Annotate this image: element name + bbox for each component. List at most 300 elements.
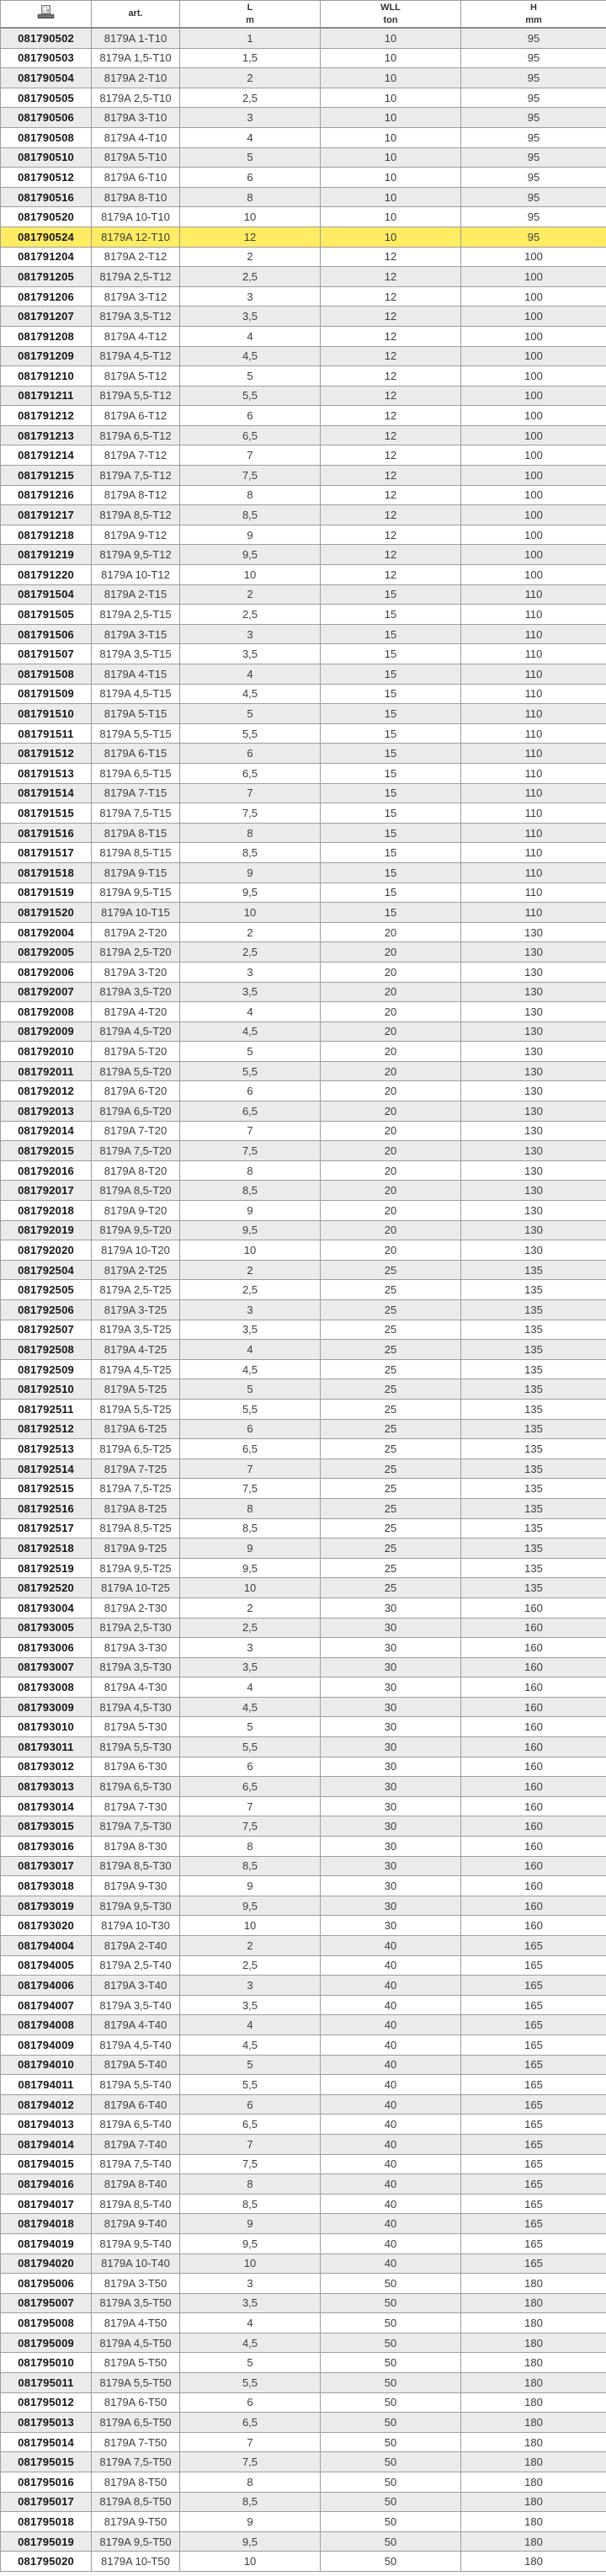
height-cell: 100 [461,386,606,406]
length-cell: 2 [180,1597,321,1618]
table-row[interactable] [1,1201,606,1221]
table-row[interactable] [1,2134,606,2154]
code-cell: 081792510 [1,1379,92,1400]
art-cell: 8179A 7,5-T20 [92,1141,180,1161]
wll-cell: 25 [321,1340,461,1360]
length-cell: 3 [180,1638,321,1658]
wll-cell: 30 [321,1717,461,1737]
wll-cell: 25 [321,1459,461,1479]
table-row[interactable] [1,1220,606,1240]
table-row[interactable] [1,2154,606,2174]
table-row[interactable] [1,1260,606,1280]
wll-cell: 50 [321,2353,461,2373]
table-row[interactable] [1,1837,606,1857]
table-row[interactable] [1,2472,606,2493]
table-row[interactable] [1,1141,606,1161]
table-row[interactable] [1,2075,606,2095]
art-cell: 8179A 4-T50 [92,2313,180,2333]
table-row[interactable] [1,1896,606,1916]
wll-cell: 20 [321,1081,461,1101]
art-cell: 8179A 6,5-T15 [92,763,180,783]
length-cell: 3 [180,2274,321,2294]
table-row[interactable] [1,1976,606,1996]
length-cell: 3,5 [180,2293,321,2313]
height-cell: 180 [461,2432,606,2452]
code-cell: 081794017 [1,2194,92,2214]
table-row[interactable] [1,1955,606,1976]
length-cell: 7,5 [180,1141,321,1161]
art-cell: 8179A 3,5-T25 [92,1320,180,1340]
wll-cell: 15 [321,605,461,625]
height-cell: 180 [461,2353,606,2373]
table-row[interactable] [1,28,606,48]
table-row[interactable] [1,2174,606,2195]
table-row[interactable] [1,2452,606,2472]
table-row[interactable] [1,1439,606,1459]
table-row[interactable] [1,545,606,565]
wll-cell: 10 [321,207,461,227]
code-cell: 081790505 [1,88,92,108]
art-cell: 8179A 10-T15 [92,903,180,923]
table-row[interactable] [1,605,606,625]
code-cell: 081792012 [1,1081,92,1101]
table-row[interactable] [1,88,606,108]
code-cell: 081792511 [1,1399,92,1419]
art-cell: 8179A 3-T40 [92,1976,180,1996]
table-row[interactable] [1,843,606,863]
code-cell: 081794006 [1,1976,92,1996]
length-cell: 6 [180,406,321,426]
table-row[interactable] [1,1816,606,1837]
wll-cell: 15 [321,823,461,843]
table-row[interactable] [1,1717,606,1737]
table-row[interactable] [1,1777,606,1797]
art-cell: 8179A 2,5-T25 [92,1280,180,1300]
table-row[interactable] [1,1995,606,2015]
art-cell: 8179A 9,5-T40 [92,2233,180,2253]
table-row[interactable] [1,2055,606,2075]
table-row[interactable] [1,1359,606,1379]
table-row[interactable] [1,1796,606,1816]
length-cell: 7,5 [180,803,321,824]
table-row[interactable] [1,267,606,287]
table-row[interactable] [1,1160,606,1181]
art-cell: 8179A 9-T15 [92,862,180,883]
table-row[interactable] [1,744,606,764]
code-cell: 081791514 [1,783,92,803]
table-row[interactable] [1,1379,606,1400]
wll-cell: 25 [321,1479,461,1499]
wll-cell: 25 [321,1320,461,1340]
art-cell: 8179A 9,5-T25 [92,1558,180,1578]
table-row[interactable] [1,763,606,783]
wll-cell: 30 [321,1657,461,1677]
code-cell: 081795020 [1,2552,92,2572]
table-row[interactable] [1,1558,606,1578]
table-row[interactable] [1,286,606,307]
table-row[interactable] [1,644,606,664]
table-row[interactable] [1,2214,606,2234]
height-cell: 100 [461,267,606,287]
table-row[interactable] [1,505,606,525]
table-row[interactable] [1,485,606,505]
table-row[interactable] [1,207,606,227]
wll-cell: 12 [321,326,461,346]
art-cell: 8179A 3,5-T30 [92,1657,180,1677]
art-cell: 8179A 3,5-T12 [92,307,180,327]
length-cell: 6,5 [180,425,321,445]
table-row[interactable] [1,2015,606,2035]
art-cell: 8179A 7-T50 [92,2432,180,2452]
wll-cell: 40 [321,2253,461,2274]
table-row[interactable] [1,525,606,545]
code-cell: 081791210 [1,366,92,387]
code-cell: 081791513 [1,763,92,783]
code-cell: 081792006 [1,962,92,982]
art-cell: 8179A 3,5-T20 [92,982,180,1002]
table-row[interactable] [1,2353,606,2373]
height-cell: 100 [461,485,606,505]
height-cell: 135 [461,1439,606,1459]
table-row[interactable] [1,723,606,744]
table-row[interactable] [1,48,606,68]
length-cell: 9,5 [180,2531,321,2552]
height-cell: 135 [461,1359,606,1379]
table-row[interactable] [1,1021,606,1042]
wll-cell: 30 [321,1916,461,1936]
art-cell: 8179A 8,5-T12 [92,505,180,525]
table-row[interactable] [1,168,606,188]
art-cell: 8179A 4,5-T15 [92,684,180,704]
table-row[interactable] [1,1618,606,1638]
code-cell: 081791512 [1,744,92,764]
table-row[interactable] [1,1597,606,1618]
table-row[interactable] [1,1479,606,1499]
table-row[interactable] [1,1121,606,1141]
height-cell: 135 [461,1518,606,1539]
height-cell: 110 [461,644,606,664]
code-cell: 081794013 [1,2115,92,2135]
art-cell: 8179A 3-T10 [92,108,180,128]
height-cell: 95 [461,108,606,128]
table-row[interactable] [1,624,606,644]
code-cell: 081794010 [1,2055,92,2075]
height-cell: 100 [461,286,606,307]
table-row[interactable] [1,664,606,685]
table-row[interactable] [1,1002,606,1022]
computer-icon [37,5,55,19]
height-cell: 130 [461,1181,606,1201]
table-row[interactable] [1,386,606,406]
wll-cell: 30 [321,1876,461,1896]
art-cell: 8179A 7-T20 [92,1121,180,1141]
wll-cell: 10 [321,88,461,108]
height-cell: 135 [461,1539,606,1559]
table-row[interactable] [1,962,606,982]
table-row[interactable] [1,1419,606,1439]
wll-cell: 25 [321,1260,461,1280]
art-cell: 8179A 6,5-T40 [92,2115,180,2135]
table-row[interactable] [1,1320,606,1340]
table-row[interactable] [1,584,606,605]
length-cell: 10 [180,903,321,923]
table-row[interactable] [1,1181,606,1201]
code-cell: 081795015 [1,2452,92,2472]
table-row[interactable] [1,1539,606,1559]
code-cell: 081791208 [1,326,92,346]
height-cell: 100 [461,545,606,565]
table-row[interactable] [1,2373,606,2393]
table-row[interactable] [1,2293,606,2313]
wll-cell: 25 [321,1539,461,1559]
art-cell: 8179A 8,5-T15 [92,843,180,863]
height-cell: 165 [461,2075,606,2095]
art-cell: 8179A 4,5-T40 [92,2035,180,2055]
table-row[interactable] [1,425,606,445]
table-row[interactable] [1,883,606,903]
table-row[interactable] [1,2392,606,2413]
art-cell: 8179A 9,5-T50 [92,2531,180,2552]
length-cell: 8,5 [180,1181,321,1201]
table-row[interactable] [1,2512,606,2532]
art-cell: 8179A 5-T50 [92,2353,180,2373]
length-cell: 2,5 [180,942,321,963]
art-cell: 8179A 9,5-T20 [92,1220,180,1240]
table-row[interactable] [1,1101,606,1122]
code-cell: 081791211 [1,386,92,406]
art-cell: 8179A 4,5-T12 [92,346,180,366]
height-cell: 165 [461,1955,606,1976]
height-cell: 110 [461,883,606,903]
table-row[interactable] [1,406,606,426]
table-row[interactable] [1,2413,606,2433]
length-cell: 6 [180,1757,321,1777]
wll-cell: 50 [321,2333,461,2353]
length-cell: 7 [180,1796,321,1816]
table-row[interactable] [1,2035,606,2055]
table-row[interactable] [1,903,606,923]
table-row[interactable] [1,942,606,963]
wll-cell: 30 [321,1737,461,1757]
table-row[interactable] [1,684,606,704]
table-row[interactable] [1,2531,606,2552]
length-cell: 5,5 [180,1737,321,1757]
art-cell: 8179A 12-T10 [92,227,180,247]
table-row[interactable] [1,1498,606,1518]
length-cell: 2,5 [180,88,321,108]
code-cell: 081795014 [1,2432,92,2452]
height-cell: 160 [461,1896,606,1916]
table-row[interactable] [1,1280,606,1300]
art-cell: 8179A 8-T12 [92,485,180,505]
length-cell: 8 [180,1837,321,1857]
table-row[interactable] [1,2233,606,2253]
table-row[interactable] [1,704,606,724]
table-row[interactable] [1,127,606,147]
table-row[interactable] [1,1300,606,1320]
length-cell: 5 [180,147,321,168]
table-row[interactable] [1,823,606,843]
table-row[interactable] [1,1578,606,1598]
table-row[interactable] [1,1459,606,1479]
code-cell: 081791509 [1,684,92,704]
table-row[interactable] [1,366,606,387]
wll-cell: 25 [321,1578,461,1598]
art-cell: 8179A 5-T30 [92,1717,180,1737]
length-cell: 9,5 [180,545,321,565]
code-cell: 081790503 [1,48,92,68]
code-cell: 081792017 [1,1181,92,1201]
table-row[interactable] [1,1042,606,1062]
table-row[interactable] [1,1697,606,1717]
height-cell: 160 [461,1677,606,1698]
height-cell: 160 [461,1837,606,1857]
table-row[interactable] [1,187,606,207]
code-cell: 081795016 [1,2472,92,2493]
table-row[interactable] [1,1061,606,1081]
art-cell: 8179A 7-T25 [92,1459,180,1479]
table-row[interactable] [1,1757,606,1777]
table-row[interactable] [1,68,606,88]
wll-cell: 30 [321,1638,461,1658]
length-cell: 4,5 [180,1021,321,1042]
wll-cell: 10 [321,48,461,68]
code-cell: 081793011 [1,1737,92,1757]
code-column-header [1,1,92,29]
art-cell: 8179A 8-T10 [92,187,180,207]
height-cell: 160 [461,1618,606,1638]
height-cell: 110 [461,903,606,923]
art-cell: 8179A 2,5-T12 [92,267,180,287]
code-cell: 081792013 [1,1101,92,1122]
code-cell: 081792512 [1,1419,92,1439]
table-row[interactable] [1,108,606,128]
wll-cell: 12 [321,307,461,327]
wll-cell: 20 [321,942,461,963]
table-row[interactable] [1,922,606,942]
code-cell: 081792020 [1,1240,92,1261]
table-row[interactable] [1,1856,606,1876]
table-row[interactable] [1,2552,606,2572]
table-row[interactable] [1,466,606,486]
table-row[interactable] [1,565,606,585]
wll-cell: 25 [321,1399,461,1419]
height-cell: 180 [461,2552,606,2572]
table-row[interactable] [1,1876,606,1896]
table-row[interactable] [1,2432,606,2452]
art-cell: 8179A 10-T12 [92,565,180,585]
code-cell: 081792507 [1,1320,92,1340]
table-row[interactable] [1,346,606,366]
table-row[interactable] [1,1737,606,1757]
code-cell: 081795006 [1,2274,92,2294]
table-row[interactable] [1,2115,606,2135]
table-row[interactable] [1,2333,606,2353]
wll-cell: 20 [321,1240,461,1261]
art-cell: 8179A 5,5-T12 [92,386,180,406]
table-row[interactable] [1,1399,606,1419]
code-cell: 081793006 [1,1638,92,1658]
art-cell: 8179A 5,5-T50 [92,2373,180,2393]
code-cell: 081793007 [1,1657,92,1677]
code-cell: 081792520 [1,1578,92,1598]
height-cell: 180 [461,2472,606,2493]
code-cell: 081792014 [1,1121,92,1141]
table-row[interactable] [1,1081,606,1101]
art-cell: 8179A 4-T20 [92,1002,180,1022]
wll-cell: 40 [321,2174,461,2195]
table-row[interactable] [1,783,606,803]
art-cell: 8179A 4,5-T50 [92,2333,180,2353]
table-row[interactable] [1,1340,606,1360]
art-cell: 8179A 8,5-T30 [92,1856,180,1876]
art-cell: 8179A 10-T20 [92,1240,180,1261]
length-cell: 1 [180,28,321,48]
height-cell: 130 [461,982,606,1002]
length-cell: 5,5 [180,386,321,406]
code-cell: 081790504 [1,68,92,88]
code-cell: 081791516 [1,823,92,843]
art-cell: 8179A 7-T40 [92,2134,180,2154]
table-row[interactable] [1,1638,606,1658]
table-row[interactable] [1,1518,606,1539]
code-cell: 081794018 [1,2214,92,2234]
table-row[interactable] [1,1240,606,1261]
table-row[interactable] [1,982,606,1002]
art-cell: 8179A 8,5-T50 [92,2492,180,2512]
table-row[interactable] [1,2313,606,2333]
table-row[interactable] [1,2492,606,2512]
art-cell: 8179A 7,5-T25 [92,1479,180,1499]
code-cell: 081794020 [1,2253,92,2274]
art-cell: 8179A 7,5-T15 [92,803,180,824]
code-cell: 081793017 [1,1856,92,1876]
art-cell: 8179A 3-T20 [92,962,180,982]
table-row[interactable] [1,862,606,883]
wll-cell: 12 [321,525,461,545]
table-row[interactable] [1,147,606,168]
table-row[interactable] [1,1677,606,1698]
wll-cell: 30 [321,1896,461,1916]
table-row[interactable] [1,307,606,327]
length-cell: 4 [180,127,321,147]
table-row[interactable] [1,2274,606,2294]
length-cell: 5 [180,2353,321,2373]
length-cell: 10 [180,207,321,227]
table-row[interactable] [1,1936,606,1956]
table-row[interactable] [1,2194,606,2214]
table-row[interactable] [1,326,606,346]
table-row[interactable] [1,227,606,247]
table-row[interactable] [1,1916,606,1936]
table-row[interactable] [1,247,606,267]
wll-cell: 50 [321,2472,461,2493]
table-row[interactable] [1,2094,606,2115]
table-row[interactable] [1,445,606,466]
table-row[interactable] [1,803,606,824]
height-cell: 130 [461,1021,606,1042]
table-row[interactable] [1,1657,606,1677]
wll-cell: 15 [321,644,461,664]
length-cell: 2 [180,1936,321,1956]
length-cell: 8 [180,1160,321,1181]
art-cell: 8179A 5,5-T20 [92,1061,180,1081]
height-cell: 180 [461,2373,606,2393]
wll-cell: 12 [321,565,461,585]
code-cell: 081791517 [1,843,92,863]
wll-cell: 50 [321,2392,461,2413]
table-row[interactable] [1,2253,606,2274]
